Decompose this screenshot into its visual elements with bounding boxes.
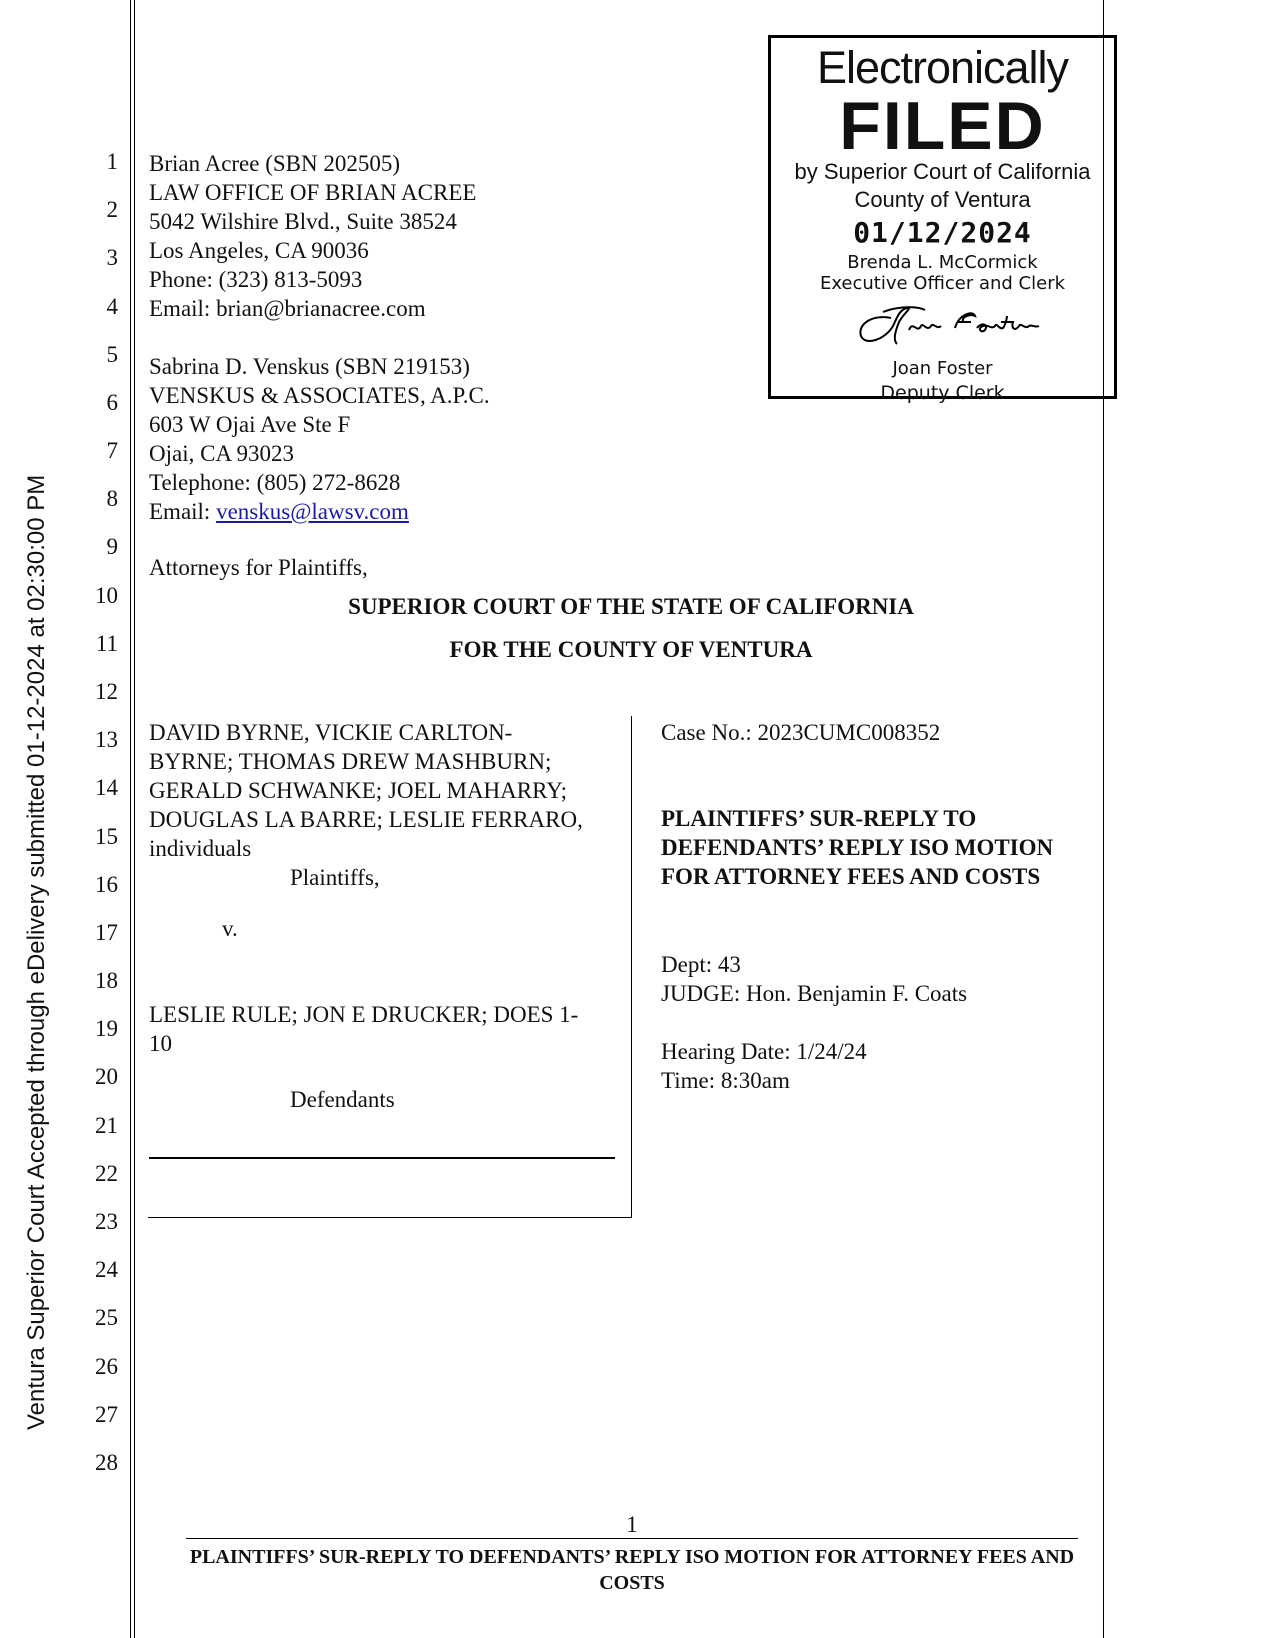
footer-rule — [186, 1538, 1078, 1539]
left-margin-rule-outer — [130, 0, 131, 1638]
counsel-phone: Telephone: (805) 272-8628 — [149, 470, 401, 495]
line-number: 27 — [95, 1402, 118, 1427]
counsel-firm: LAW OFFICE OF BRIAN ACREE — [149, 180, 477, 205]
counsel-email-link[interactable]: venskus@lawsv.com — [216, 499, 409, 524]
document-title-line: DEFENDANTS’ REPLY ISO MOTION — [661, 835, 1054, 860]
counsel-name: Brian Acree (SBN 202505) — [149, 151, 401, 176]
line-number: 9 — [106, 534, 118, 559]
line-number: 12 — [95, 679, 118, 704]
electronic-filing-stamp — [768, 35, 1117, 404]
document-title — [661, 804, 1053, 891]
line-number: 7 — [106, 438, 118, 463]
plaintiffs-line: DOUGLAS LA BARRE; LESLIE FERRARO, — [149, 807, 583, 832]
line-number: 13 — [95, 727, 118, 752]
line-number: 18 — [95, 968, 118, 993]
counsel-address-line1: 5042 Wilshire Blvd., Suite 38524 — [149, 209, 457, 234]
hearing-schedule — [661, 1037, 867, 1095]
line-number: 20 — [95, 1064, 118, 1089]
stamp-date: 01/12/2024 — [853, 216, 1032, 249]
caption-border-right — [631, 716, 632, 1218]
court-name: SUPERIOR COURT OF THE STATE OF CALIFORNIA — [348, 594, 914, 619]
clerk-signature — [843, 300, 1043, 352]
counsel-email: Email: brian@brianacree.com — [149, 296, 426, 321]
line-number: 28 — [95, 1450, 118, 1475]
line-number: 6 — [106, 390, 118, 415]
line-number: 1 — [106, 149, 118, 174]
defendants-label: Defendants — [290, 1087, 395, 1112]
stamp-clerk-name: Joan Foster — [892, 358, 993, 379]
hearing-details — [661, 950, 967, 1008]
stamp-clerk-title: Deputy Clerk — [880, 382, 1005, 404]
case-number: Case No.: 2023CUMC008352 — [661, 720, 941, 745]
stamp-officer-title: Executive Officer and Clerk — [819, 273, 1066, 294]
plaintiffs-line: BYRNE; THOMAS DREW MASHBURN; — [149, 749, 552, 774]
counsel-block-acree — [149, 149, 476, 323]
line-number: 15 — [95, 824, 118, 849]
counsel-phone: Phone: (323) 813-5093 — [149, 267, 363, 292]
line-number: 26 — [95, 1354, 118, 1379]
counsel-block-venskus — [149, 352, 490, 526]
stamp-county: County of Ventura — [854, 187, 1031, 212]
line-number: 5 — [106, 342, 118, 367]
counsel-email-row — [149, 497, 490, 526]
plaintiffs-line: individuals — [149, 836, 252, 861]
counsel-name: Sabrina D. Venskus (SBN 219153) — [149, 354, 470, 379]
stamp-filed: FILED — [839, 88, 1046, 164]
plaintiffs-line: GERALD SCHWANKE; JOEL MAHARRY; — [149, 778, 568, 803]
footer-title — [160, 1544, 1104, 1596]
judge: JUDGE: Hon. Benjamin F. Coats — [661, 981, 968, 1006]
stamp-court: by Superior Court of California — [794, 159, 1091, 184]
court-county: FOR THE COUNTY OF VENTURA — [449, 637, 813, 662]
line-number: 11 — [95, 631, 118, 656]
caption-border-bottom — [148, 1217, 632, 1218]
line-number: 21 — [95, 1113, 118, 1138]
line-number: 2 — [106, 197, 118, 222]
edelivery-side-note: Ventura Superior Court Accepted through eDelivery submitted 01-12-2024 at 02:30:00 PM — [23, 474, 50, 1430]
left-margin-rule-inner — [134, 0, 135, 1638]
stamp-officer: Brenda L. McCormick — [847, 252, 1038, 273]
counsel-address-line2: Los Angeles, CA 90036 — [149, 238, 369, 263]
department: Dept: 43 — [661, 952, 741, 977]
plaintiffs-label: Plaintiffs, — [290, 865, 380, 890]
counsel-address-line2: Ojai, CA 93023 — [149, 441, 295, 466]
counsel-email-label: Email: — [149, 499, 217, 524]
attorneys-for-plaintiffs: Attorneys for Plaintiffs, — [149, 555, 368, 580]
line-number: 17 — [95, 920, 118, 945]
document-title-line: PLAINTIFFS’ SUR-REPLY TO — [661, 806, 977, 831]
line-number: 10 — [95, 583, 118, 608]
line-number: 4 — [106, 294, 118, 319]
line-number: 3 — [106, 245, 118, 270]
hearing-time: Time: 8:30am — [661, 1068, 790, 1093]
plaintiffs-line: DAVID BYRNE, VICKIE CARLTON- — [149, 720, 513, 745]
footer-title-line2: COSTS — [599, 1572, 665, 1594]
footer-title-line1: PLAINTIFFS’ SUR-REPLY TO DEFENDANTS’ REPLY ISO MOTION FOR ATTORNEY FEES AND — [189, 1546, 1075, 1568]
line-number: 16 — [95, 872, 118, 897]
defendants-line: 10 — [149, 1031, 172, 1056]
counsel-firm: VENSKUS & ASSOCIATES, A.P.C. — [149, 383, 490, 408]
line-number: 8 — [106, 486, 118, 511]
hearing-date: Hearing Date: 1/24/24 — [661, 1039, 867, 1064]
versus: v. — [222, 916, 238, 941]
line-number: 19 — [95, 1016, 118, 1041]
stamp-electronically: Electronically — [816, 42, 1069, 93]
line-number: 23 — [95, 1209, 118, 1234]
line-number: 14 — [95, 775, 118, 800]
counsel-address-line1: 603 W Ojai Ave Ste F — [149, 412, 351, 437]
document-title-line: FOR ATTORNEY FEES AND COSTS — [661, 864, 1041, 889]
caption-underline — [149, 1157, 615, 1159]
line-number: 22 — [95, 1161, 118, 1186]
caption-parties — [149, 718, 629, 892]
defendants-names — [149, 1000, 629, 1058]
defendants-line: LESLIE RULE; JON E DRUCKER; DOES 1- — [149, 1002, 579, 1027]
line-number: 25 — [95, 1305, 118, 1330]
line-number: 24 — [95, 1257, 118, 1282]
page-number: 1 — [626, 1512, 638, 1537]
